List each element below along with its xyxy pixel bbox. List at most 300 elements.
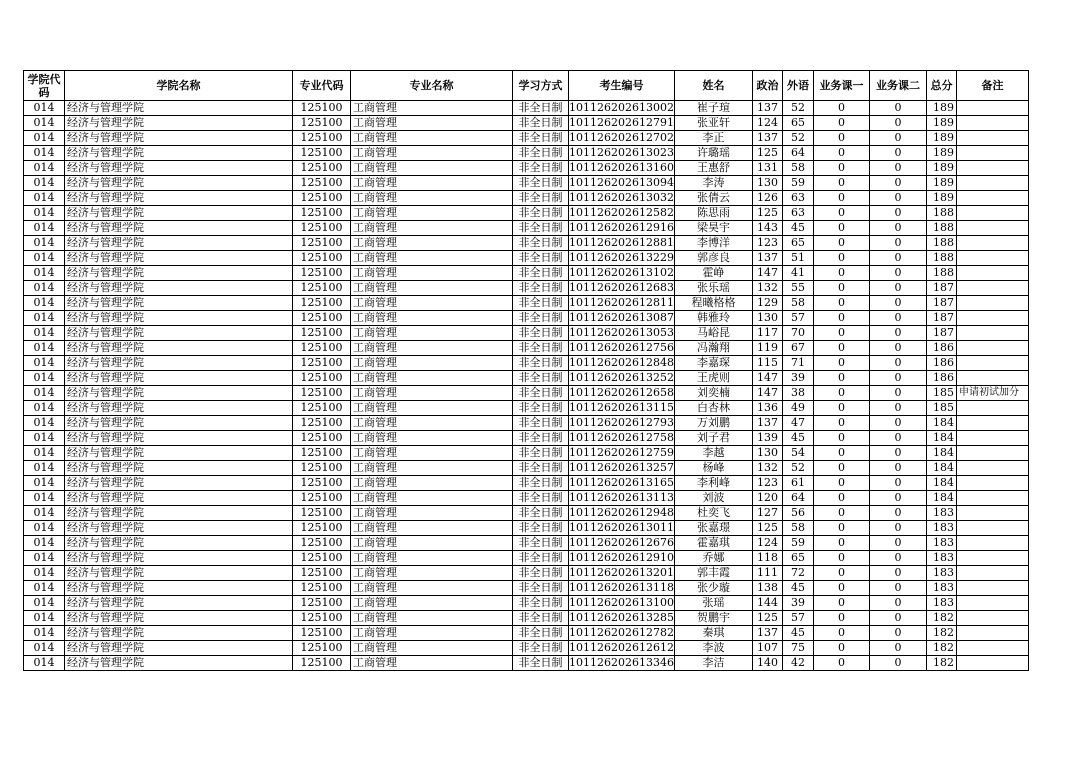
cell-candidate-id: 101126202613252 bbox=[569, 371, 674, 384]
cell-politics: 123 bbox=[752, 476, 782, 491]
cell-name: 杜奕飞 bbox=[674, 506, 752, 521]
cell-politics: 124 bbox=[752, 536, 782, 551]
cell-major-name: 工商管理 bbox=[351, 296, 513, 311]
cell-course-2: 0 bbox=[869, 596, 926, 611]
cell-major-name: 工商管理 bbox=[351, 161, 513, 176]
cell-course-1: 0 bbox=[813, 266, 869, 281]
cell-total: 189 bbox=[926, 146, 956, 161]
cell-major-code: 125100 bbox=[293, 611, 351, 626]
cell-remarks bbox=[956, 401, 1028, 416]
cell-college-name: 经济与管理学院 bbox=[65, 236, 293, 251]
cell-foreign-language: 57 bbox=[782, 611, 813, 626]
table-body bbox=[24, 101, 1029, 671]
cell-college-code: 014 bbox=[24, 581, 65, 596]
cell-major-name: 工商管理 bbox=[351, 446, 513, 461]
cell-politics: 130 bbox=[752, 446, 782, 461]
cell-name: 李波 bbox=[674, 641, 752, 656]
cell-study-mode: 非全日制 bbox=[513, 581, 569, 596]
cell-major-name: 工商管理 bbox=[351, 416, 513, 431]
cell-candidate-id: 101126202613257 bbox=[569, 461, 674, 474]
cell-candidate-id: 101126202613165 bbox=[569, 476, 674, 489]
cell-course-2: 0 bbox=[869, 191, 926, 206]
cell-college-name: 经济与管理学院 bbox=[65, 581, 293, 596]
cell-study-mode: 非全日制 bbox=[513, 641, 569, 656]
cell-name: 杨峰 bbox=[674, 461, 752, 476]
cell-total: 189 bbox=[926, 161, 956, 176]
header-college-name: 学院名称 bbox=[65, 71, 293, 101]
cell-remarks bbox=[956, 551, 1028, 566]
cell-course-1: 0 bbox=[813, 446, 869, 461]
cell-remarks bbox=[956, 581, 1028, 596]
cell-politics: 123 bbox=[752, 236, 782, 251]
cell-major-name: 工商管理 bbox=[351, 116, 513, 131]
table-row bbox=[24, 401, 1029, 416]
cell-candidate-id: 101126202612910 bbox=[569, 551, 674, 564]
cell-college-code: 014 bbox=[24, 401, 65, 416]
cell-foreign-language: 58 bbox=[782, 296, 813, 311]
table-row bbox=[24, 206, 1029, 221]
cell-candidate-id: 101126202613115 bbox=[569, 401, 674, 414]
cell-course-1: 0 bbox=[813, 656, 869, 671]
cell-college-code: 014 bbox=[24, 536, 65, 551]
cell-major-code: 125100 bbox=[293, 311, 351, 326]
cell-name: 张瑶 bbox=[674, 596, 752, 611]
cell-course-1: 0 bbox=[813, 311, 869, 326]
header-study-mode: 学习方式 bbox=[513, 71, 569, 101]
cell-course-1: 0 bbox=[813, 296, 869, 311]
cell-college-code: 014 bbox=[24, 296, 65, 311]
cell-course-2: 0 bbox=[869, 311, 926, 326]
cell-college-code: 014 bbox=[24, 371, 65, 386]
cell-candidate-id: 101126202612791 bbox=[569, 116, 674, 129]
cell-college-code: 014 bbox=[24, 506, 65, 521]
table-row bbox=[24, 521, 1029, 536]
cell-foreign-language: 67 bbox=[782, 341, 813, 356]
cell-politics: 137 bbox=[752, 416, 782, 431]
cell-major-code: 125100 bbox=[293, 296, 351, 311]
cell-name: 李利峰 bbox=[674, 476, 752, 491]
cell-major-code: 125100 bbox=[293, 446, 351, 461]
cell-study-mode: 非全日制 bbox=[513, 626, 569, 641]
cell-major-name: 工商管理 bbox=[351, 641, 513, 656]
cell-course-2: 0 bbox=[869, 521, 926, 536]
cell-total: 188 bbox=[926, 266, 956, 281]
cell-politics: 125 bbox=[752, 611, 782, 626]
cell-total: 189 bbox=[926, 176, 956, 191]
cell-politics: 125 bbox=[752, 206, 782, 221]
cell-college-name: 经济与管理学院 bbox=[65, 101, 293, 116]
cell-course-1: 0 bbox=[813, 626, 869, 641]
cell-study-mode: 非全日制 bbox=[513, 461, 569, 476]
cell-foreign-language: 52 bbox=[782, 461, 813, 476]
cell-politics: 147 bbox=[752, 371, 782, 386]
cell-college-code: 014 bbox=[24, 236, 65, 251]
cell-course-2: 0 bbox=[869, 116, 926, 131]
cell-politics: 107 bbox=[752, 641, 782, 656]
cell-college-code: 014 bbox=[24, 161, 65, 176]
header-major-code: 专业代码 bbox=[293, 71, 351, 101]
cell-candidate-id: 101126202613118 bbox=[569, 581, 674, 594]
cell-major-code: 125100 bbox=[293, 536, 351, 551]
cell-remarks bbox=[956, 311, 1028, 326]
cell-candidate-id: 101126202612612 bbox=[569, 641, 674, 654]
cell-college-name: 经济与管理学院 bbox=[65, 596, 293, 611]
header-remarks: 备注 bbox=[956, 71, 1028, 101]
cell-politics: 143 bbox=[752, 221, 782, 236]
cell-remarks: 申请初试加分 bbox=[956, 386, 1028, 401]
cell-course-2: 0 bbox=[869, 236, 926, 251]
cell-college-code: 014 bbox=[24, 596, 65, 611]
cell-remarks bbox=[956, 251, 1028, 266]
cell-course-1: 0 bbox=[813, 491, 869, 506]
cell-major-code: 125100 bbox=[293, 476, 351, 491]
table-row bbox=[24, 146, 1029, 161]
cell-course-2: 0 bbox=[869, 131, 926, 146]
cell-college-code: 014 bbox=[24, 146, 65, 161]
cell-study-mode: 非全日制 bbox=[513, 521, 569, 536]
cell-major-code: 125100 bbox=[293, 416, 351, 431]
cell-major-name: 工商管理 bbox=[351, 236, 513, 251]
cell-college-code: 014 bbox=[24, 551, 65, 566]
cell-name: 郭彦良 bbox=[674, 251, 752, 266]
cell-politics: 119 bbox=[752, 341, 782, 356]
cell-course-2: 0 bbox=[869, 371, 926, 386]
table-row bbox=[24, 446, 1029, 461]
cell-college-name: 经济与管理学院 bbox=[65, 161, 293, 176]
cell-course-1: 0 bbox=[813, 236, 869, 251]
cell-college-name: 经济与管理学院 bbox=[65, 341, 293, 356]
cell-name: 张亚轩 bbox=[674, 116, 752, 131]
cell-name: 梁昊宇 bbox=[674, 221, 752, 236]
cell-college-code: 014 bbox=[24, 191, 65, 206]
cell-college-name: 经济与管理学院 bbox=[65, 461, 293, 476]
cell-course-1: 0 bbox=[813, 536, 869, 551]
cell-name: 刘子君 bbox=[674, 431, 752, 446]
header-name: 姓名 bbox=[674, 71, 752, 101]
cell-name: 王虎则 bbox=[674, 371, 752, 386]
table-row bbox=[24, 386, 1029, 401]
cell-candidate-id: 101126202612881 bbox=[569, 236, 674, 249]
cell-politics: 147 bbox=[752, 266, 782, 281]
cell-course-2: 0 bbox=[869, 446, 926, 461]
cell-course-2: 0 bbox=[869, 611, 926, 626]
cell-study-mode: 非全日制 bbox=[513, 656, 569, 671]
cell-major-name: 工商管理 bbox=[351, 626, 513, 641]
cell-study-mode: 非全日制 bbox=[513, 596, 569, 611]
cell-course-1: 0 bbox=[813, 521, 869, 536]
cell-course-2: 0 bbox=[869, 461, 926, 476]
cell-name: 张乐瑶 bbox=[674, 281, 752, 296]
cell-name: 白杏林 bbox=[674, 401, 752, 416]
cell-college-name: 经济与管理学院 bbox=[65, 611, 293, 626]
cell-college-code: 014 bbox=[24, 341, 65, 356]
cell-candidate-id: 101126202612683 bbox=[569, 281, 674, 294]
cell-remarks bbox=[956, 626, 1028, 641]
cell-study-mode: 非全日制 bbox=[513, 266, 569, 281]
cell-candidate-id: 101126202613053 bbox=[569, 326, 674, 339]
cell-candidate-id: 101126202612702 bbox=[569, 131, 674, 144]
table-row bbox=[24, 311, 1029, 326]
header-politics: 政治 bbox=[752, 71, 782, 101]
cell-major-code: 125100 bbox=[293, 236, 351, 251]
cell-course-1: 0 bbox=[813, 506, 869, 521]
cell-major-name: 工商管理 bbox=[351, 176, 513, 191]
cell-remarks bbox=[956, 536, 1028, 551]
cell-total: 183 bbox=[926, 566, 956, 581]
cell-major-code: 125100 bbox=[293, 521, 351, 536]
cell-name: 崔子瑄 bbox=[674, 101, 752, 116]
cell-candidate-id: 101126202612658 bbox=[569, 386, 674, 399]
cell-total: 184 bbox=[926, 446, 956, 461]
cell-major-code: 125100 bbox=[293, 101, 351, 116]
cell-study-mode: 非全日制 bbox=[513, 566, 569, 581]
cell-name: 韩雅玲 bbox=[674, 311, 752, 326]
cell-college-code: 014 bbox=[24, 176, 65, 191]
cell-major-name: 工商管理 bbox=[351, 386, 513, 401]
cell-total: 188 bbox=[926, 251, 956, 266]
cell-college-name: 经济与管理学院 bbox=[65, 326, 293, 341]
cell-remarks bbox=[956, 506, 1028, 521]
cell-total: 185 bbox=[926, 401, 956, 416]
cell-foreign-language: 52 bbox=[782, 101, 813, 116]
cell-college-code: 014 bbox=[24, 656, 65, 671]
cell-college-name: 经济与管理学院 bbox=[65, 356, 293, 371]
cell-course-2: 0 bbox=[869, 206, 926, 221]
cell-college-code: 014 bbox=[24, 476, 65, 491]
cell-college-name: 经济与管理学院 bbox=[65, 521, 293, 536]
cell-politics: 125 bbox=[752, 521, 782, 536]
cell-course-1: 0 bbox=[813, 101, 869, 116]
cell-college-name: 经济与管理学院 bbox=[65, 131, 293, 146]
cell-course-2: 0 bbox=[869, 341, 926, 356]
cell-college-code: 014 bbox=[24, 521, 65, 536]
cell-major-name: 工商管理 bbox=[351, 506, 513, 521]
cell-candidate-id: 101126202613229 bbox=[569, 251, 674, 264]
cell-major-name: 工商管理 bbox=[351, 581, 513, 596]
cell-name: 秦琪 bbox=[674, 626, 752, 641]
cell-major-code: 125100 bbox=[293, 551, 351, 566]
cell-college-code: 014 bbox=[24, 266, 65, 281]
cell-foreign-language: 70 bbox=[782, 326, 813, 341]
cell-total: 189 bbox=[926, 131, 956, 146]
cell-college-name: 经济与管理学院 bbox=[65, 221, 293, 236]
cell-course-2: 0 bbox=[869, 251, 926, 266]
cell-total: 182 bbox=[926, 626, 956, 641]
cell-remarks bbox=[956, 191, 1028, 206]
table-row bbox=[24, 656, 1029, 671]
cell-major-name: 工商管理 bbox=[351, 611, 513, 626]
cell-candidate-id: 101126202613094 bbox=[569, 176, 674, 189]
cell-candidate-id: 101126202613011 bbox=[569, 521, 674, 534]
cell-major-code: 125100 bbox=[293, 506, 351, 521]
cell-total: 187 bbox=[926, 326, 956, 341]
cell-total: 183 bbox=[926, 521, 956, 536]
cell-total: 184 bbox=[926, 476, 956, 491]
table-row bbox=[24, 161, 1029, 176]
cell-name: 霍嘉琪 bbox=[674, 536, 752, 551]
cell-name: 陈思雨 bbox=[674, 206, 752, 221]
cell-major-name: 工商管理 bbox=[351, 191, 513, 206]
cell-study-mode: 非全日制 bbox=[513, 116, 569, 131]
cell-total: 183 bbox=[926, 536, 956, 551]
cell-course-2: 0 bbox=[869, 566, 926, 581]
cell-major-code: 125100 bbox=[293, 431, 351, 446]
cell-remarks bbox=[956, 431, 1028, 446]
cell-politics: 130 bbox=[752, 176, 782, 191]
cell-foreign-language: 56 bbox=[782, 506, 813, 521]
cell-major-code: 125100 bbox=[293, 566, 351, 581]
cell-remarks bbox=[956, 566, 1028, 581]
table-row bbox=[24, 296, 1029, 311]
cell-remarks bbox=[956, 461, 1028, 476]
cell-remarks bbox=[956, 161, 1028, 176]
cell-major-code: 125100 bbox=[293, 341, 351, 356]
cell-college-code: 014 bbox=[24, 461, 65, 476]
cell-major-code: 125100 bbox=[293, 371, 351, 386]
cell-remarks bbox=[956, 641, 1028, 656]
cell-course-2: 0 bbox=[869, 356, 926, 371]
cell-course-1: 0 bbox=[813, 281, 869, 296]
cell-foreign-language: 45 bbox=[782, 581, 813, 596]
cell-major-name: 工商管理 bbox=[351, 326, 513, 341]
cell-name: 贺鹏宇 bbox=[674, 611, 752, 626]
table-row bbox=[24, 236, 1029, 251]
cell-major-name: 工商管理 bbox=[351, 431, 513, 446]
cell-foreign-language: 65 bbox=[782, 551, 813, 566]
cell-name: 王惠舒 bbox=[674, 161, 752, 176]
cell-study-mode: 非全日制 bbox=[513, 401, 569, 416]
cell-college-code: 014 bbox=[24, 116, 65, 131]
cell-college-code: 014 bbox=[24, 281, 65, 296]
cell-politics: 129 bbox=[752, 296, 782, 311]
cell-major-code: 125100 bbox=[293, 161, 351, 176]
cell-candidate-id: 101126202612811 bbox=[569, 296, 674, 309]
cell-course-2: 0 bbox=[869, 101, 926, 116]
cell-study-mode: 非全日制 bbox=[513, 146, 569, 161]
cell-total: 182 bbox=[926, 641, 956, 656]
cell-course-2: 0 bbox=[869, 431, 926, 446]
cell-study-mode: 非全日制 bbox=[513, 176, 569, 191]
cell-college-name: 经济与管理学院 bbox=[65, 281, 293, 296]
table-row bbox=[24, 341, 1029, 356]
cell-foreign-language: 45 bbox=[782, 431, 813, 446]
cell-course-2: 0 bbox=[869, 146, 926, 161]
cell-college-code: 014 bbox=[24, 221, 65, 236]
cell-politics: 124 bbox=[752, 116, 782, 131]
cell-remarks bbox=[956, 446, 1028, 461]
header-course-2: 业务课二 bbox=[869, 71, 926, 101]
cell-major-name: 工商管理 bbox=[351, 281, 513, 296]
cell-course-1: 0 bbox=[813, 371, 869, 386]
cell-study-mode: 非全日制 bbox=[513, 416, 569, 431]
cell-course-1: 0 bbox=[813, 416, 869, 431]
cell-college-name: 经济与管理学院 bbox=[65, 656, 293, 671]
cell-foreign-language: 49 bbox=[782, 401, 813, 416]
cell-politics: 118 bbox=[752, 551, 782, 566]
cell-name: 张少璇 bbox=[674, 581, 752, 596]
cell-course-1: 0 bbox=[813, 641, 869, 656]
cell-name: 刘奕楠 bbox=[674, 386, 752, 401]
cell-study-mode: 非全日制 bbox=[513, 251, 569, 266]
cell-major-code: 125100 bbox=[293, 146, 351, 161]
cell-foreign-language: 61 bbox=[782, 476, 813, 491]
header-total: 总分 bbox=[926, 71, 956, 101]
cell-major-name: 工商管理 bbox=[351, 341, 513, 356]
cell-politics: 137 bbox=[752, 101, 782, 116]
cell-college-code: 014 bbox=[24, 311, 65, 326]
cell-name: 万刘鹏 bbox=[674, 416, 752, 431]
cell-course-2: 0 bbox=[869, 281, 926, 296]
table-row bbox=[24, 536, 1029, 551]
cell-politics: 115 bbox=[752, 356, 782, 371]
cell-major-code: 125100 bbox=[293, 266, 351, 281]
cell-major-code: 125100 bbox=[293, 641, 351, 656]
cell-course-2: 0 bbox=[869, 296, 926, 311]
cell-politics: 139 bbox=[752, 431, 782, 446]
cell-remarks bbox=[956, 146, 1028, 161]
cell-major-code: 125100 bbox=[293, 176, 351, 191]
cell-major-name: 工商管理 bbox=[351, 401, 513, 416]
cell-politics: 125 bbox=[752, 146, 782, 161]
table-row bbox=[24, 566, 1029, 581]
cell-college-code: 014 bbox=[24, 491, 65, 506]
cell-remarks bbox=[956, 281, 1028, 296]
cell-foreign-language: 52 bbox=[782, 131, 813, 146]
table-row bbox=[24, 626, 1029, 641]
cell-study-mode: 非全日制 bbox=[513, 221, 569, 236]
cell-name: 冯瀚翔 bbox=[674, 341, 752, 356]
cell-total: 184 bbox=[926, 431, 956, 446]
cell-name: 李越 bbox=[674, 446, 752, 461]
cell-total: 189 bbox=[926, 116, 956, 131]
cell-foreign-language: 65 bbox=[782, 116, 813, 131]
cell-major-name: 工商管理 bbox=[351, 266, 513, 281]
cell-major-name: 工商管理 bbox=[351, 521, 513, 536]
cell-remarks bbox=[956, 206, 1028, 221]
cell-foreign-language: 45 bbox=[782, 221, 813, 236]
cell-name: 刘波 bbox=[674, 491, 752, 506]
cell-major-code: 125100 bbox=[293, 206, 351, 221]
cell-course-2: 0 bbox=[869, 266, 926, 281]
cell-remarks bbox=[956, 356, 1028, 371]
cell-total: 188 bbox=[926, 236, 956, 251]
table-row bbox=[24, 641, 1029, 656]
cell-course-1: 0 bbox=[813, 596, 869, 611]
cell-foreign-language: 63 bbox=[782, 191, 813, 206]
cell-course-1: 0 bbox=[813, 116, 869, 131]
cell-study-mode: 非全日制 bbox=[513, 311, 569, 326]
cell-college-name: 经济与管理学院 bbox=[65, 371, 293, 386]
cell-major-code: 125100 bbox=[293, 116, 351, 131]
header-candidate-id: 考生编号 bbox=[569, 71, 675, 101]
cell-name: 李嘉琛 bbox=[674, 356, 752, 371]
cell-college-name: 经济与管理学院 bbox=[65, 641, 293, 656]
cell-name: 李涛 bbox=[674, 176, 752, 191]
cell-college-code: 014 bbox=[24, 611, 65, 626]
cell-course-2: 0 bbox=[869, 416, 926, 431]
cell-major-code: 125100 bbox=[293, 656, 351, 671]
table-row bbox=[24, 251, 1029, 266]
cell-college-name: 经济与管理学院 bbox=[65, 536, 293, 551]
cell-candidate-id: 101126202612759 bbox=[569, 446, 674, 459]
cell-foreign-language: 59 bbox=[782, 176, 813, 191]
cell-candidate-id: 101126202612758 bbox=[569, 431, 674, 444]
table-row bbox=[24, 101, 1029, 116]
cell-college-name: 经济与管理学院 bbox=[65, 386, 293, 401]
cell-course-2: 0 bbox=[869, 551, 926, 566]
cell-major-code: 125100 bbox=[293, 386, 351, 401]
cell-politics: 120 bbox=[752, 491, 782, 506]
